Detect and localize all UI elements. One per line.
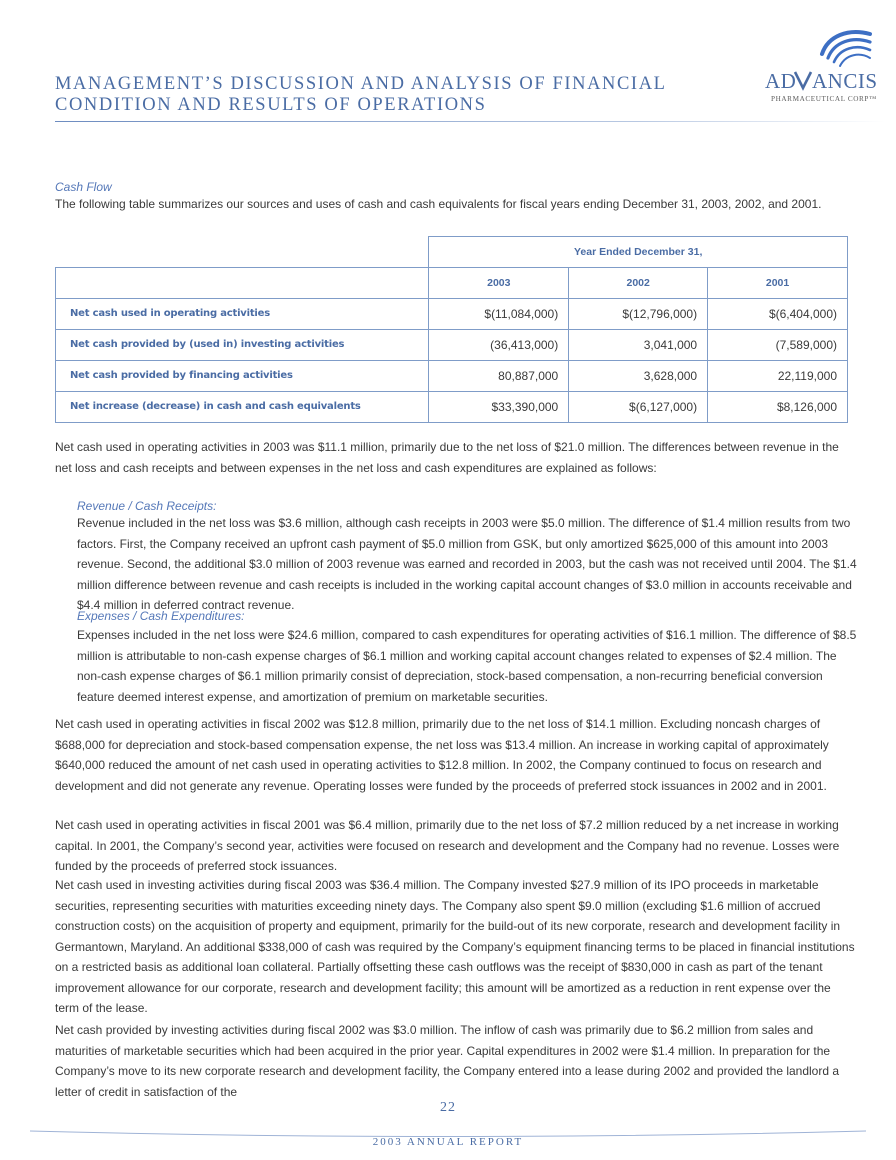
cell-value: $(6,127,000): [569, 391, 708, 422]
svg-text:PHARMACEUTICAL CORP™: PHARMACEUTICAL CORP™: [771, 95, 877, 103]
paragraph-investing-2002: Net cash provided by investing activities during fiscal 2002 was $3.0 million. The inflow of cash was primarily due to $6.2 million from sales and maturities of marketable securities which had been acquired in the prior year. Capital expenditures in 2002 were $1.4 million. In preparation for the Company’s move to its new corporate research and development facility, the Company entered into a lease during 2002 and provided the landlord a letter of credit in satisfaction of the: [55, 1023, 840, 1099]
advancis-logo: [762, 24, 892, 110]
page-title: [55, 74, 755, 116]
cell-value: 3,041,000: [569, 329, 708, 360]
section-heading-cash-flow: Cash Flow: [55, 180, 112, 194]
column-header-2001: 2001: [708, 267, 848, 298]
cell-value: $(12,796,000): [569, 298, 708, 329]
table-row: [56, 360, 848, 391]
page-title-line-2: CONDITION AND RESULTS OF OPERATIONS: [55, 95, 487, 115]
table-row: [56, 298, 848, 329]
cell-value: (36,413,000): [429, 329, 569, 360]
cell-value: 22,119,000: [708, 360, 848, 391]
paragraph-operating-2003: Net cash used in operating activities in 2003 was $11.1 million, primarily due to the net loss of $21.0 million. The differences between revenue in the net loss and cash receipts and between expenses in the net loss and cash expenditures are explained as follows:: [55, 440, 839, 475]
cell-value: 80,887,000: [429, 360, 569, 391]
revenue-paragraph: Revenue included in the net loss was $3.6 million, although cash receipts in 2003 were $5.0 million. The difference of $1.4 million results from two factors. First, the Company received an upfront cash payment of $5.0 million from GSK, but only amortized $625,000 of this amount into 2003 revenue. Second, the additional $3.0 million of 2003 revenue was earned and recorded in 2003, but the cash was not received until 2004. The $1.4 million difference between revenue and cash receipts is included in the working capital account changes of $3.0 million in accounts receivable and $4.4 million in deferred contract revenue.: [77, 516, 857, 612]
cash-flow-intro: The following table summarizes our sources and uses of cash and cash equivalents for fiscal years ending December 31, 2003, 2002, and 2001.: [55, 197, 822, 211]
table-column-header-row: [56, 267, 848, 298]
year-ended-header: Year Ended December 31,: [429, 237, 848, 268]
table-group-header-row: [56, 237, 848, 268]
cell-value: 3,628,000: [569, 360, 708, 391]
page-title-line-1: MANAGEMENT’S DISCUSSION AND ANALYSIS OF FINANCIAL: [55, 74, 667, 94]
cell-value: $8,126,000: [708, 391, 848, 422]
table-row: [56, 391, 848, 422]
cell-value: $(6,404,000): [708, 298, 848, 329]
table-row: [56, 329, 848, 360]
svg-text:AD: AD: [765, 69, 797, 93]
footer-report-label: 2003 ANNUAL REPORT: [372, 1136, 524, 1148]
svg-text:ANCIS: ANCIS: [812, 69, 878, 93]
cell-value: (7,589,000): [708, 329, 848, 360]
column-header-2002: 2002: [569, 267, 708, 298]
row-label: Net cash provided by financing activities: [56, 360, 429, 391]
expenses-paragraph: Expenses included in the net loss were $24.6 million, compared to cash expenditures for operating activities of $16.1 million. The difference of $8.5 million is attributable to non-cash expense charges of $6.1 million and working capital account changes related to expenses of $2.4 million. The non-cash expense charges of $6.1 million primarily consist of depreciation, stock-based compensation, a non-recurring beneficial conversion feature deemed interest expense, and amortization of premium on marketable securities.: [77, 628, 857, 704]
paragraph-operating-2001: Net cash used in operating activities in fiscal 2001 was $6.4 million, primarily due to the net loss of $7.2 million reduced by a net increase in working capital. In 2001, the Company’s second year, activities were focused on research and development and the Company had no revenue. Losses were funded by the proceeds of preferred stock issuances.: [55, 818, 840, 873]
cell-value: $33,390,000: [429, 391, 569, 422]
paragraph-operating-2002: Net cash used in operating activities in fiscal 2002 was $12.8 million, primarily due to the net loss of $14.1 million. Excluding noncash charges of $688,000 for depreciation and stock-based compensation expense, the net loss was $13.4 million. An increase in working capital of approximately $640,000 reduced the amount of net cash used in operating activities to $12.8 million. In 2002, the Company continued to focus on research and development and did not generate any revenue. Operating losses were funded by the proceeds of preferred stock issuances in 2002 and in 2001.: [55, 717, 829, 793]
paragraph-investing-2003: Net cash used in investing activities during fiscal 2003 was $36.4 million. The Company invested $27.9 million of its IPO proceeds in marketable securities, representing securities with maturities exceeding ninety days. The Company also spent $9.0 million (excluding $1.6 million of accrued construction costs) on the acquisition of property and equipment, primarily for the build-out of its new corporate, research and development facility in Germantown, Maryland. An additional $338,000 of cash was required by the Company’s equipment financing terms to be placed in financial institutions on a restricted basis as additional loan collateral. Partially offsetting these cash outflows was the receipt of $830,000 in cash as part of the tenant improvement allowance for our corporate, research and development facility; this amount will be amortized as a reduction in rent expense over the term of the lease.: [55, 878, 855, 1015]
cash-flow-table: [55, 236, 848, 423]
revenue-heading: Revenue / Cash Receipts:: [77, 499, 217, 513]
column-header-2003: 2003: [429, 267, 569, 298]
cell-value: $(11,084,000): [429, 298, 569, 329]
row-label: Net cash provided by (used in) investing activities: [56, 329, 429, 360]
row-label: Net increase (decrease) in cash and cash equivalents: [56, 391, 429, 422]
header-divider: [55, 121, 885, 122]
row-label: Net cash used in operating activities: [56, 298, 429, 329]
expenses-heading: Expenses / Cash Expenditures:: [77, 609, 245, 623]
page-number: 22: [440, 1100, 456, 1115]
